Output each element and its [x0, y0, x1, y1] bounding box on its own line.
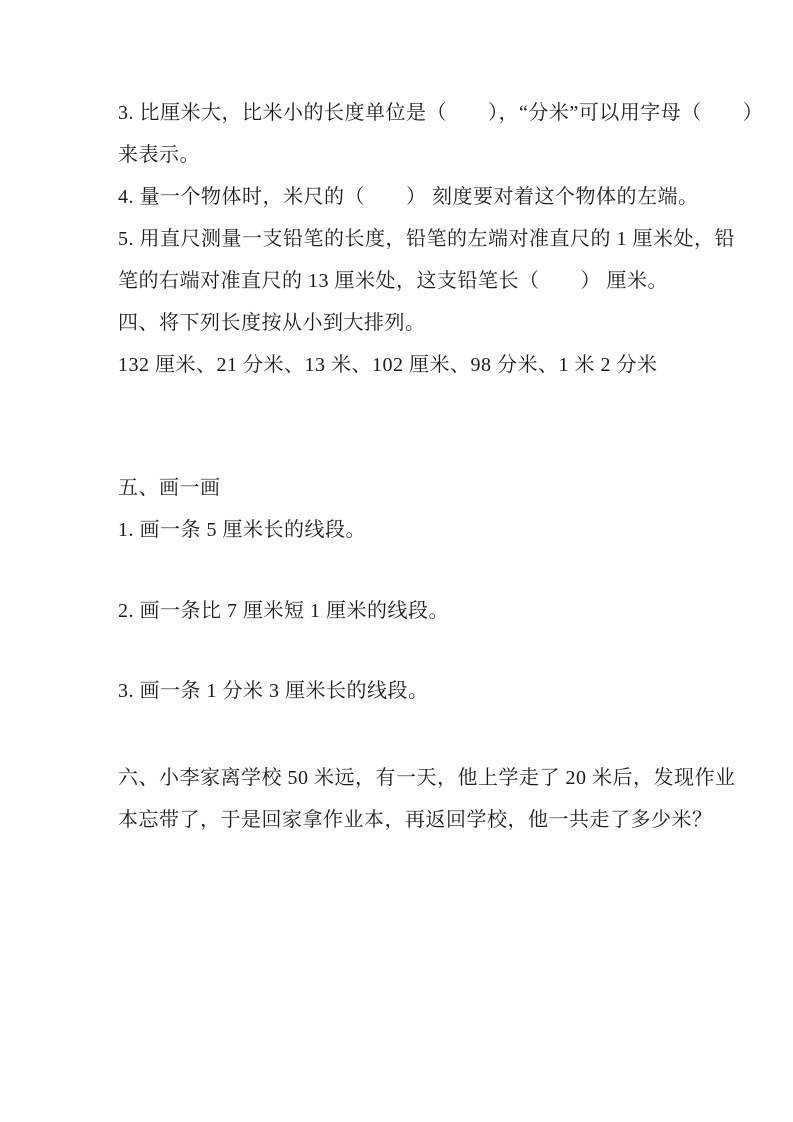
section-4-heading: 四、将下列长度按从小到大排列。: [118, 312, 426, 334]
section-6-line-1: 六、小李家离学校 50 米远，有一天，他上学走了 20 米后，发现作业: [118, 767, 736, 789]
section-6-line-2: 本忘带了，于是回家拿作业本，再返回学校，他一共走了多少米？: [118, 809, 713, 831]
section-5-question-2: 2. 画一条比 7 厘米短 1 厘米的线段。: [118, 600, 449, 622]
question-5-line-2: 笔的右端对准直尺的 13 厘米处，这支铅笔长（ ） 厘米。: [118, 270, 668, 292]
section-5-question-1: 1. 画一条 5 厘米长的线段。: [118, 519, 366, 541]
section-5-heading: 五、画一画: [118, 477, 221, 499]
question-4: 4. 量一个物体时，米尺的（ ） 刻度要对着这个物体的左端。: [118, 186, 699, 208]
question-3-line-2: 来表示。: [118, 144, 200, 166]
question-3-line-1: 3. 比厘米大，比米小的长度单位是（ ），“分米”可以用字母（ ）: [118, 102, 764, 124]
question-5-line-1: 5. 用直尺测量一支铅笔的长度，铅笔的左端对准直尺的 1 厘米处，铅: [118, 228, 735, 250]
section-5-question-3: 3. 画一条 1 分米 3 厘米长的线段。: [118, 680, 429, 702]
section-4-items: 132 厘米、21 分米、13 米、102 厘米、98 分米、1 米 2 分米: [118, 354, 658, 376]
